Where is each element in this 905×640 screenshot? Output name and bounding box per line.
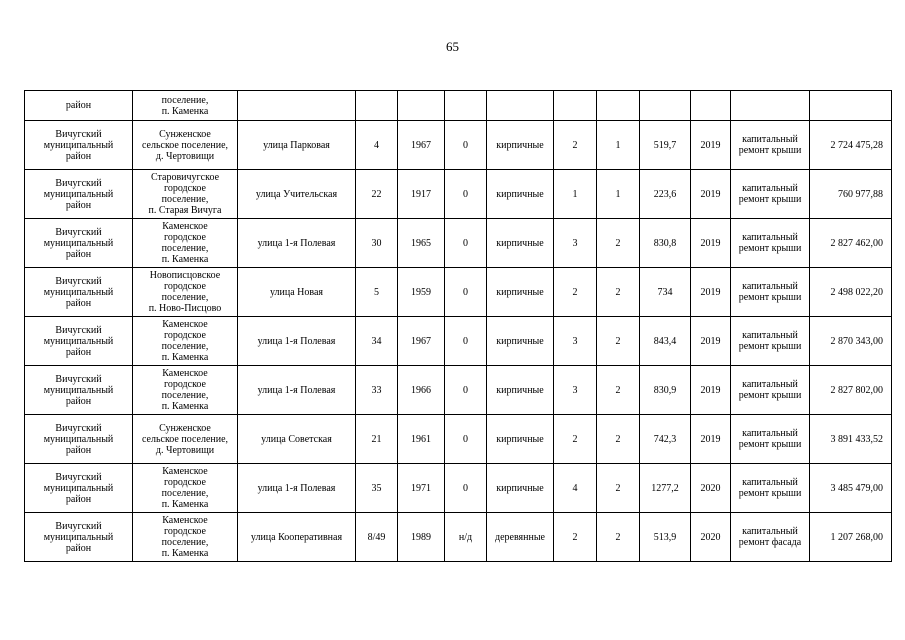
cell-year: 1965	[398, 219, 445, 268]
cell-house	[356, 91, 398, 121]
cell-entrances: 2	[597, 513, 640, 562]
cell-street: улица 1-я Полевая	[238, 366, 356, 415]
cell-wall: кирпичные	[487, 317, 554, 366]
cell-area: 513,9	[640, 513, 691, 562]
table-row	[25, 219, 892, 268]
cell-year: 1917	[398, 170, 445, 219]
cell-entrances: 2	[597, 366, 640, 415]
cell-work	[731, 91, 810, 121]
cell-wear: 0	[445, 415, 487, 464]
cell-settlement: Сунженское сельское поселение, д. Чертовищи	[133, 121, 238, 170]
cell-wall: кирпичные	[487, 121, 554, 170]
cell-year	[398, 91, 445, 121]
cell-floors: 2	[554, 415, 597, 464]
cell-plan-year: 2019	[691, 170, 731, 219]
table-row	[25, 415, 892, 464]
cell-area: 830,8	[640, 219, 691, 268]
cell-wear: 0	[445, 317, 487, 366]
cell-settlement: Каменское городское поселение, п. Каменка	[133, 219, 238, 268]
cell-year: 1967	[398, 121, 445, 170]
cell-street: улица Парковая	[238, 121, 356, 170]
cell-wall	[487, 91, 554, 121]
cell-work: капитальный ремонт крыши	[731, 366, 810, 415]
cell-district: Вичугский муниципальный район	[25, 121, 133, 170]
cell-work: капитальный ремонт крыши	[731, 415, 810, 464]
cell-street: улица Новая	[238, 268, 356, 317]
cell-work: капитальный ремонт крыши	[731, 268, 810, 317]
cell-entrances: 2	[597, 415, 640, 464]
cell-cost: 2 724 475,28	[810, 121, 892, 170]
cell-wall: кирпичные	[487, 415, 554, 464]
cell-district: Вичугский муниципальный район	[25, 464, 133, 513]
cell-wear: 0	[445, 121, 487, 170]
cell-year: 1966	[398, 366, 445, 415]
cell-entrances: 1	[597, 121, 640, 170]
cell-year: 1989	[398, 513, 445, 562]
cell-cost: 2 498 022,20	[810, 268, 892, 317]
cell-area	[640, 91, 691, 121]
cell-cost: 3 891 433,52	[810, 415, 892, 464]
cell-district: Вичугский муниципальный район	[25, 219, 133, 268]
cell-district: район	[25, 91, 133, 121]
cell-house: 30	[356, 219, 398, 268]
page-number: 65	[446, 39, 459, 54]
cell-house: 21	[356, 415, 398, 464]
cell-district: Вичугский муниципальный район	[25, 513, 133, 562]
cell-street: улица Кооперативная	[238, 513, 356, 562]
cell-street: улица 1-я Полевая	[238, 464, 356, 513]
cell-wall: кирпичные	[487, 366, 554, 415]
cell-district: Вичугский муниципальный район	[25, 317, 133, 366]
cell-plan-year: 2020	[691, 464, 731, 513]
housing-repair-table	[24, 90, 892, 562]
cell-wall: деревянные	[487, 513, 554, 562]
cell-street	[238, 91, 356, 121]
cell-street: улица 1-я Полевая	[238, 219, 356, 268]
cell-year: 1967	[398, 317, 445, 366]
cell-floors: 3	[554, 317, 597, 366]
cell-wall: кирпичные	[487, 170, 554, 219]
cell-work: капитальный ремонт крыши	[731, 170, 810, 219]
cell-cost: 2 827 462,00	[810, 219, 892, 268]
cell-cost	[810, 91, 892, 121]
table-row	[25, 268, 892, 317]
cell-year: 1971	[398, 464, 445, 513]
cell-area: 519,7	[640, 121, 691, 170]
cell-cost: 1 207 268,00	[810, 513, 892, 562]
cell-wear: 0	[445, 464, 487, 513]
cell-cost: 760 977,88	[810, 170, 892, 219]
cell-house: 4	[356, 121, 398, 170]
table-row-continued	[25, 91, 892, 121]
cell-settlement: Каменское городское поселение, п. Каменка	[133, 317, 238, 366]
cell-settlement: поселение, п. Каменка	[133, 91, 238, 121]
cell-floors: 2	[554, 121, 597, 170]
cell-settlement: Каменское городское поселение, п. Каменка	[133, 366, 238, 415]
cell-year: 1961	[398, 415, 445, 464]
cell-plan-year: 2019	[691, 219, 731, 268]
table-row	[25, 317, 892, 366]
cell-wear: 0	[445, 170, 487, 219]
cell-wear: 0	[445, 366, 487, 415]
cell-house: 22	[356, 170, 398, 219]
cell-plan-year: 2019	[691, 121, 731, 170]
cell-plan-year: 2019	[691, 268, 731, 317]
cell-entrances: 2	[597, 464, 640, 513]
cell-plan-year	[691, 91, 731, 121]
cell-entrances: 2	[597, 317, 640, 366]
cell-house: 35	[356, 464, 398, 513]
cell-year: 1959	[398, 268, 445, 317]
cell-street: улица Учительская	[238, 170, 356, 219]
cell-plan-year: 2019	[691, 317, 731, 366]
cell-wear: 0	[445, 219, 487, 268]
cell-district: Вичугский муниципальный район	[25, 366, 133, 415]
cell-settlement: Каменское городское поселение, п. Каменка	[133, 513, 238, 562]
cell-floors: 3	[554, 219, 597, 268]
cell-settlement: Сунженское сельское поселение, д. Чертовищи	[133, 415, 238, 464]
cell-plan-year: 2019	[691, 415, 731, 464]
cell-area: 843,4	[640, 317, 691, 366]
cell-house: 33	[356, 366, 398, 415]
cell-floors: 2	[554, 513, 597, 562]
cell-entrances: 1	[597, 170, 640, 219]
cell-settlement: Новописцовское городское поселение, п. Ново-Писцово	[133, 268, 238, 317]
cell-district: Вичугский муниципальный район	[25, 170, 133, 219]
cell-work: капитальный ремонт крыши	[731, 121, 810, 170]
cell-house: 34	[356, 317, 398, 366]
cell-cost: 3 485 479,00	[810, 464, 892, 513]
cell-area: 734	[640, 268, 691, 317]
table-row	[25, 513, 892, 562]
cell-plan-year: 2019	[691, 366, 731, 415]
cell-settlement: Старовичугское городское поселение, п. Старая Вичуга	[133, 170, 238, 219]
cell-wear: н/д	[445, 513, 487, 562]
cell-cost: 2 870 343,00	[810, 317, 892, 366]
cell-floors: 2	[554, 268, 597, 317]
cell-house: 8/49	[356, 513, 398, 562]
cell-area: 742,3	[640, 415, 691, 464]
cell-house: 5	[356, 268, 398, 317]
cell-wall: кирпичные	[487, 464, 554, 513]
cell-settlement: Каменское городское поселение, п. Каменка	[133, 464, 238, 513]
cell-street: улица Советская	[238, 415, 356, 464]
cell-district: Вичугский муниципальный район	[25, 268, 133, 317]
cell-entrances: 2	[597, 268, 640, 317]
cell-entrances	[597, 91, 640, 121]
table-row	[25, 464, 892, 513]
cell-area: 1277,2	[640, 464, 691, 513]
cell-area: 223,6	[640, 170, 691, 219]
cell-work: капитальный ремонт фасада	[731, 513, 810, 562]
cell-work: капитальный ремонт крыши	[731, 219, 810, 268]
cell-entrances: 2	[597, 219, 640, 268]
table-row	[25, 121, 892, 170]
table-row	[25, 170, 892, 219]
cell-district: Вичугский муниципальный район	[25, 415, 133, 464]
cell-floors: 4	[554, 464, 597, 513]
cell-cost: 2 827 802,00	[810, 366, 892, 415]
cell-area: 830,9	[640, 366, 691, 415]
cell-wall: кирпичные	[487, 219, 554, 268]
cell-street: улица 1-я Полевая	[238, 317, 356, 366]
cell-floors: 1	[554, 170, 597, 219]
cell-wear	[445, 91, 487, 121]
cell-work: капитальный ремонт крыши	[731, 464, 810, 513]
cell-plan-year: 2020	[691, 513, 731, 562]
cell-floors	[554, 91, 597, 121]
table-row	[25, 366, 892, 415]
cell-wear: 0	[445, 268, 487, 317]
table-body	[25, 91, 892, 562]
cell-floors: 3	[554, 366, 597, 415]
cell-wall: кирпичные	[487, 268, 554, 317]
cell-work: капитальный ремонт крыши	[731, 317, 810, 366]
